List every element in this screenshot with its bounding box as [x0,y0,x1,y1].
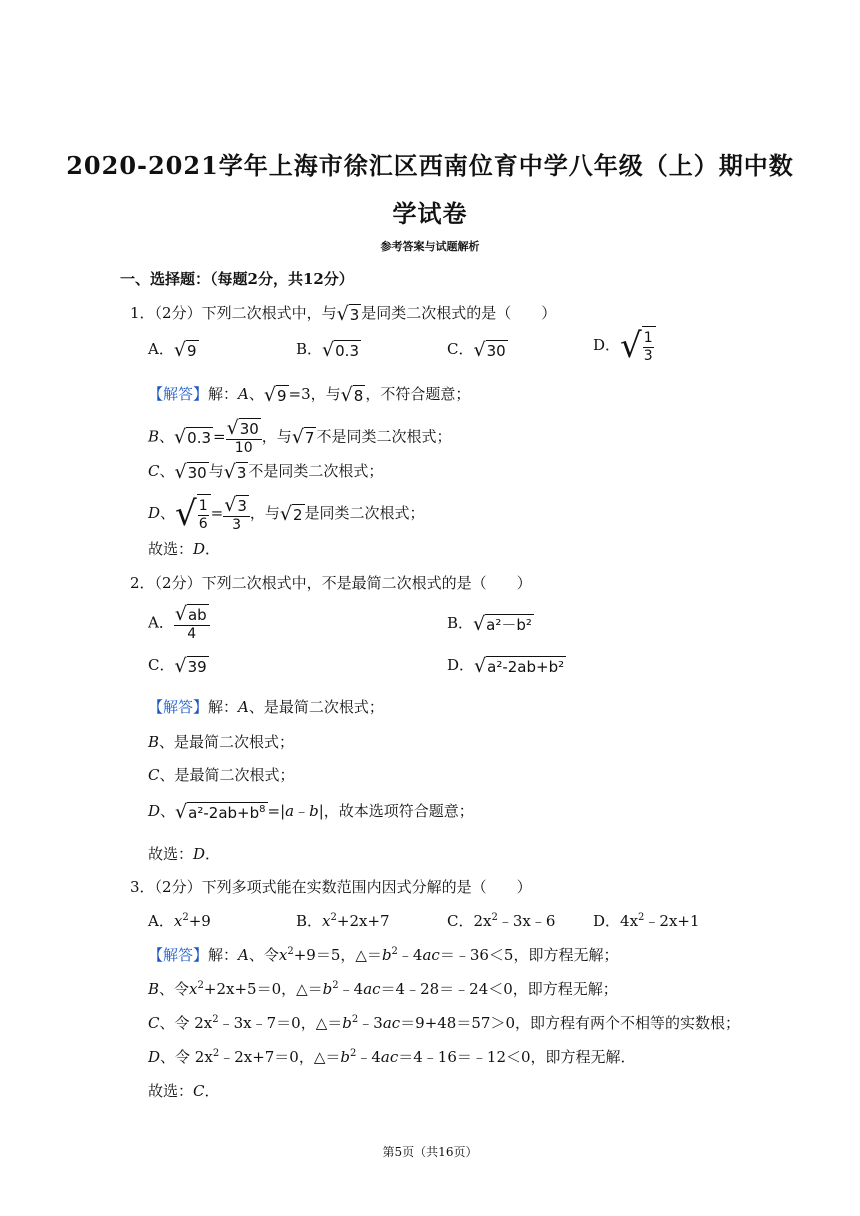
radicand: 9 [186,341,197,360]
q1-option-b [296,338,361,361]
text: ﹣4 [356,1048,381,1066]
radicand: ab [187,606,207,624]
text: +9 [188,912,211,930]
q3-option-a [148,910,211,932]
q2-solution-line3 [148,764,295,786]
text: x [322,912,331,930]
answer-tag: 【解答】 [148,946,209,964]
text: B [148,980,160,998]
q1-stem [130,302,556,325]
text: 、令 2x [160,1048,213,1066]
text: +2x+5＝0，△＝ [203,980,323,998]
text: ＝4﹣16＝﹣12＜0，即方程无解． [398,1048,636,1066]
text: x [189,980,198,998]
text: b [381,946,392,964]
q3-option-c [447,910,555,932]
text: ． [204,1082,220,1100]
fraction [174,604,210,643]
numerator: 1 [198,497,208,514]
text: =3，与 [288,385,341,403]
text: D [148,504,161,522]
text: ，与 [249,504,280,522]
text: C [193,1082,205,1100]
text: D [193,540,206,558]
q1-option-d [593,326,656,366]
q3-solution-line2 [148,978,618,1000]
page-title-line1: 2020-2021学年上海市徐汇区西南位育中学八年级（上）期中数 [66,151,794,180]
text: 、 [159,462,175,480]
text: ac [382,1014,401,1032]
q2-option-d [447,654,566,677]
exponent: 2 [330,912,337,923]
radical: √ 30 [174,460,207,483]
exponent: 2 [391,946,398,957]
exponent: 2 [212,1048,220,1059]
denominator: 6 [198,515,208,532]
radicand: 30 [187,463,207,482]
q1-option-c [447,338,508,361]
radical: √ 9 [173,338,197,361]
answer-tag: 【解答】 [148,698,209,716]
text: b [322,980,333,998]
text: ＝﹣36＜5，即方程无解； [439,946,619,964]
text: D [148,1048,161,1066]
radicand: 8 [353,386,364,405]
option-label: D． [593,336,621,354]
radicand: 2 [293,505,303,524]
radicand: a²-2ab+b [188,803,260,822]
fraction [223,495,250,534]
q3-stem: 3．（2分）下列多项式能在实数范围内因式分解的是（ ） [130,878,532,896]
text: 、 [160,802,176,820]
text: ，与 [261,427,292,446]
text: 解： [208,946,239,964]
text: ac [363,980,381,998]
radical: √ ab [174,603,207,625]
text: b [342,1014,352,1032]
q3-solution-line1 [148,944,618,966]
text: =| [267,802,286,820]
text: ﹣3x﹣6 [497,912,556,930]
fraction [643,330,654,365]
text: 、是最简二次根式； [159,733,295,751]
q2-choice [148,843,220,865]
text: 4x [620,912,639,930]
radicand: 30 [239,420,259,438]
page-title-line2: 学试卷 [392,199,468,228]
exponent: 8 [259,803,266,815]
text: C [148,462,160,480]
text: +2x+7 [336,912,390,930]
exponent: 2 [350,1048,357,1059]
text: ﹣3x﹣7＝0，△＝ [218,1014,343,1032]
q3-choice [148,1080,220,1102]
radicand: a²－b² [486,615,532,634]
q1-option-a [148,338,199,361]
text: 、是最简二次根式； [159,766,295,784]
text: x [173,912,183,930]
text: 、令 2x [159,1014,213,1032]
text: 与 [208,462,224,480]
radical: √ 2 [279,502,303,525]
text: ﹣2x+7＝0，△＝ [219,1048,341,1066]
exponent: 2 [197,980,204,991]
text: ac [422,946,440,964]
text: 故选： [148,845,194,863]
q3-option-b [296,910,390,932]
radical: √ 3 [224,493,247,516]
q1-stem-radicand: 3 [349,305,360,324]
page-footer: 第5页（共16页） [382,1145,478,1159]
denominator: 3 [232,516,241,533]
exponent: 2 [491,912,498,923]
text: B [148,733,160,751]
radicand: 3 [237,496,247,515]
option-label: A． [148,613,174,632]
text: ． [205,540,221,558]
option-label: C． [447,340,474,358]
radical: √ a²-2ab+b² [474,654,565,677]
text: ﹣3 [358,1014,383,1032]
option-label: B． [296,340,323,358]
text: a [285,802,295,820]
radical: √ 30 [473,338,506,361]
exponent: 2 [351,1014,359,1025]
option-label: C． [148,656,175,674]
q2-solution-line1 [148,696,384,718]
subtitle: 参考答案与试题解析 [380,240,480,253]
radical: √ 8 [340,383,364,406]
radical: √ 0.3 [322,338,359,361]
text: +9＝5，△＝ [293,946,382,964]
text: ﹣4 [338,980,364,998]
exponent: 2 [182,912,189,923]
exponent: 2 [212,1014,219,1025]
text: 、令 [248,946,279,964]
q1-solution-line3 [148,460,383,483]
q3-solution-line4 [148,1046,636,1068]
radicand: 39 [187,657,207,676]
exponent: 2 [332,980,339,991]
text: 解： [208,698,239,716]
denominator: 4 [187,626,197,642]
q3-option-d [593,910,700,932]
text: 、是最简二次根式； [248,698,384,716]
q3-solution-line3 [148,1012,740,1034]
q1-stem-text-end: 是同类二次根式的是（ ） [361,304,557,322]
text: 解： [208,385,239,403]
radical: √ $a^2-2ab+b^8$ [175,800,266,823]
denominator: 10 [234,440,253,456]
radicand: 0.3 [187,429,212,447]
text: = [213,427,226,446]
text: ﹣4 [397,946,423,964]
radical: √ 39 [174,654,207,677]
text: 、 [160,504,176,522]
radicand: a²-2ab+b² [487,657,565,676]
q1-stem-text: 1．（2分）下列二次根式中，与 [130,304,337,322]
text: D [148,802,161,820]
text: ﹣2x+1 [644,912,700,930]
q2-option-b [447,612,534,635]
numerator: 1 [643,329,653,346]
option-label: A． [148,912,174,930]
text: 2x [473,912,492,930]
option-label: B． [447,614,474,632]
q2-solution-line2 [148,731,294,753]
q1-choice [148,538,220,560]
text: ac [380,1048,399,1066]
text: 故选： [148,540,194,558]
text: ． [205,845,221,863]
text: 是同类二次根式； [304,504,425,522]
radicand: 0.3 [335,341,359,360]
q2-stem: 2．（2分）下列二次根式中，不是最简二次根式的是（ ） [130,574,532,592]
text: ＝9+48＝57＞0，即方程有两个不相等的实数根； [400,1014,740,1032]
text: A [238,698,249,716]
text: ﹣ [294,802,310,820]
q2-option-c [148,654,209,677]
option-label: D． [593,912,621,930]
option-label: A． [148,340,174,358]
radical: √ $\frac{1}{3}$ [620,326,656,366]
text: 不是同类二次根式； [248,462,384,480]
text: 、令 [159,980,190,998]
q2-option-a [148,604,210,643]
section-heading: 一、选择题：（每题2分，共12分） [120,270,354,288]
radical: √ 9 [263,383,287,406]
text: |，故本选项符合题意； [318,802,474,820]
radical: √ 3 [223,460,247,483]
q2-solution-line4 [148,800,474,823]
exponent: 2 [638,912,645,923]
q1-solution-line2 [148,418,451,457]
text: b [340,1048,350,1066]
radical: √ 0.3 [174,426,212,448]
q1-stem-radical: √ 3 [336,302,360,325]
radical: √ 7 [291,426,315,448]
text: 、 [248,385,264,403]
text: ，不符合题意； [365,385,471,403]
text: b [309,802,319,820]
text: A [238,946,249,964]
radical: √ a²－b² [473,612,532,635]
text: 不是同类二次根式； [316,427,452,446]
q1-solution-line4 [148,494,425,534]
radicand: 9 [277,386,287,405]
radicand: 7 [304,429,315,447]
text: ＝4﹣28＝﹣24＜0，即方程无解； [380,980,618,998]
answer-tag: 【解答】 [148,385,209,403]
text: 、 [159,427,175,446]
text: B [148,427,160,446]
text: A [238,385,249,403]
fraction [198,498,209,533]
radical: √ $\frac{1}{6}$ [175,494,211,534]
text: C [148,766,160,784]
text: = [210,504,224,522]
text: x [278,946,288,964]
radicand: 30 [486,341,506,360]
option-label: B． [296,912,323,930]
radicand: 3 [236,463,247,482]
text: C [148,1014,160,1032]
option-label: D． [447,656,475,674]
denominator: 3 [643,347,653,364]
exponent: 2 [287,946,294,957]
q1-solution-line1 [148,383,470,406]
fraction [226,418,262,457]
option-label: C． [447,912,474,930]
text: D [193,845,206,863]
radical: √ 30 [226,417,259,439]
text: 故选： [148,1082,194,1100]
